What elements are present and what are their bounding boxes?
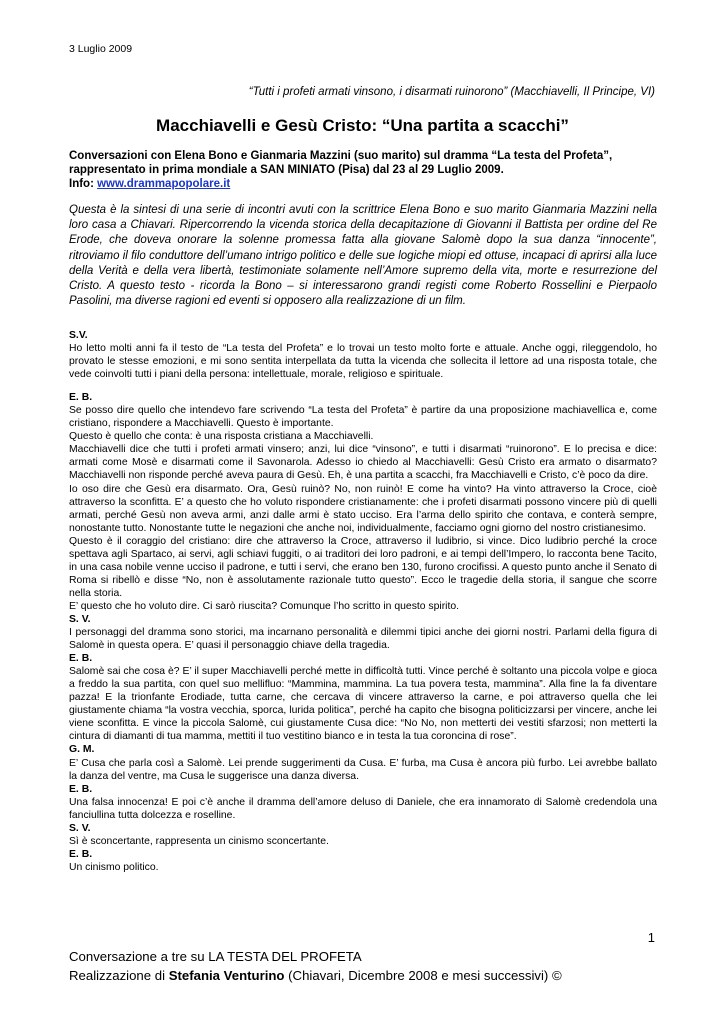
abstract-paragraph: Questa è la sintesi di una serie di incontri avuti con la scrittrice Elena Bono e suo marito Gianmaria Mazzini nella loro casa a Chiavari. Ripercorrendo la vicenda storica della decapitazione di Giovanni il Battista per ordine del Re Erode, che doveva onorare la solenne promessa fatta alla giovane Salomè dopo la sua danza “innocente”, ritroviamo il filo conduttore dell’umano intrigo politico e delle sue logiche miopi ed ottuse, incapaci di aprirsi alla luce della Verità e della vera libertà, testimoniate solamente nell’Amore supremo della vita, morte e resurrezione del Cristo. A questo testo - ricorda la Bono – si interessarono grandi registi come Roberto Rossellini e Pierpaolo Pasolini, ma diverse ragioni ed eventi si opposero alla realizzazione di un film. — [69, 204, 657, 308]
speaker-label: S. V. — [69, 613, 91, 625]
footer-prefix: Realizzazione di — [69, 968, 166, 983]
intro-paragraph — [69, 149, 659, 192]
dialogue-paragraph: I personaggi del dramma sono storici, ma incarnano personalità e dilemmi tipici anche dei giorni nostri. Parlami della figura di Salomè in questa opera. E’ quasi il personaggio chiave della tragedia. — [69, 627, 657, 652]
footer-author: Stefania Venturino — [168, 968, 285, 983]
speaker-label: E. B. — [69, 653, 93, 665]
page-footer — [69, 947, 562, 985]
speaker-label: E. B. — [69, 783, 93, 795]
info-label: Info: — [69, 178, 94, 191]
dialogue-paragraph: E’ questo che ho voluto dire. Ci sarò riuscita? Comunque l’ho scritto in questo spirito. — [69, 600, 460, 612]
dialogue-paragraph: Ho letto molti anni fa il testo de “La testa del Profeta” e lo trovai un testo molto forte e attuale. Anche oggi, rileggendolo, ho provato le stesse emozioni, e mi sono sentita interpellata da tutta la vicenda che sollecita il lettore ad una risposta totale, che vede coinvolti tutti i piani della persona: intellettuale, morale, religioso e spirituale. — [69, 343, 657, 381]
document-title: Macchiavelli e Gesù Cristo: “Una partita a scacchi” — [156, 116, 569, 135]
intro-text: Conversazioni con Elena Bono e Gianmaria Mazzini (suo marito) sul dramma “La testa del Profeta”, rappresentato in prima mondiale a SAN MINIATO (Pisa) dal 23 al 29 Luglio 2009. — [69, 150, 613, 177]
page-number: 1 — [647, 930, 655, 945]
footer-line-2 — [69, 966, 562, 985]
dialogue-paragraph: Questo è il coraggio del cristiano: dire che attraverso la Croce, attraverso il ludibrio, si vince. Dico ludibrio perché la croce spettava agli Spartaco, ai servi, agli schiavi fuggiti, o ai traditori dei loro padroni, e ai tempi dell’Impero, lo racconta bene Tacito, in una casa nobile venne ucciso il padrone, e tutti i servi, che erano ben 130, furono crocifissi. A questo punto anche il Senato di Roma si ribellò e disse “No, non è assolutamente razionale tutto questo”. Ecco le tragedie della storia, il sangue che scorre nella storia. — [69, 535, 657, 599]
dialogue-paragraph: Una falsa innocenza! E poi c’è anche il dramma dell’amore deluso di Daniele, che era innamorato di Salomè credendola una fanciullina tutta dolcezza e roselline. — [69, 796, 657, 821]
dialogue-paragraph: Salomè sai che cosa è? E’ il super Macchiavelli perché mette in difficoltà tutti. Vince perché è soltanto una piccola volpe e gioca a freddo la sua partita, con quel suo mellifluo: “Mammina, mammina. La tua povera testa, mammina”. Alla fine la fa diventare pazza! E la trionfante Erodiade, tutta carne, che cercava di vincere attraverso la carne, e poi attraverso quella che lei giustamente chiama “la vostra vecchia, sporca, lurida politica”, perché ha capito che bisogna politicizzarsi per vincere, anche lei viene sconfitta. E vince la piccola Salomè, cui giustamente Cusa dice: “No No, non metterti dei vestiti sfarzosi; non metterti la cintura di diamanti di tua mamma, mettiti il tuo vestitino bianco e in testa la tua coroncina di rose”. — [69, 666, 657, 743]
epigraph-quote: “Tutti i profeti armati vinsono, i disarmati ruinorono” (Macchiavelli, Il Principe, VI) — [248, 86, 655, 98]
dialogue-paragraph: Se posso dire quello che intendevo fare scrivendo “La testa del Profeta” è partire da una proposizione machiavellica e, come cristiano, rispondere a Macchiavelli. Questo è importante. — [69, 405, 657, 430]
dialogue-paragraph: Sì è sconcertante, rappresenta un cinismo sconcertante. — [69, 835, 329, 847]
dialogue-section — [69, 329, 657, 874]
dialogue-paragraph: Io oso dire che Gesù era disarmato. Ora, Gesù ruinò? No, non ruinò! E come ha vinto? Ha vinto attraverso la Croce, cioè attraverso la sconfitta. E’ a questo che ho voluto rispondere cristianamente: che i profeti disarmati possono vincere più di quelli armati, perché Gesù non aveva armi, anzi dalle armi è stato ucciso. Era l’arma dello spirito che contava, e conterà sempre, nonostante tutto. Nonostante tutte le negazioni che anche noi, individualmente, facciamo ogni giorno del nostro cristianesimo. — [69, 483, 657, 534]
speaker-label: S.V. — [69, 330, 88, 341]
dialogue-paragraph: Questo è quello che conta: è una risposta cristiana a Macchiavelli. — [69, 431, 374, 443]
dialogue-paragraph: Un cinismo politico. — [69, 861, 159, 873]
speaker-label: E. B. — [69, 392, 93, 404]
footer-line-1: Conversazione a tre su LA TESTA DEL PROFETA — [69, 949, 362, 964]
dialogue-paragraph: Macchiavelli dice che tutti i profeti armati vinsero; anzi, lui dice “vinsono”, e tutti i disarmati “ruinorono”. E lo precisa e dice: armati come Mosè e disarmati come il Savonarola. Adesso io chiedo al Macchiavelli: Gesù Cristo era armato o disarmato? Macchiavelli non risponde perché aveva paura di Gesù. Eh, è una partita a scacchi, fra Macchiavelli e Cristo, c’è poco da dire. — [69, 444, 657, 482]
speaker-label: S. V. — [69, 822, 91, 834]
speaker-label: G. M. — [69, 744, 95, 756]
footer-suffix: (Chiavari, Dicembre 2008 e mesi successivi) © — [288, 968, 562, 983]
dialogue-paragraph: E’ Cusa che parla così a Salomè. Lei prende suggerimenti da Cusa. E’ furba, ma Cusa è ancora più furbo. Lei avrebbe ballato la danza del ventre, ma Cusa le suggerisce una danza diversa. — [69, 757, 657, 782]
document-date: 3 Luglio 2009 — [69, 43, 133, 55]
website-link[interactable]: www.drammapopolare.it — [97, 178, 231, 191]
speaker-label: E. B. — [69, 848, 93, 860]
